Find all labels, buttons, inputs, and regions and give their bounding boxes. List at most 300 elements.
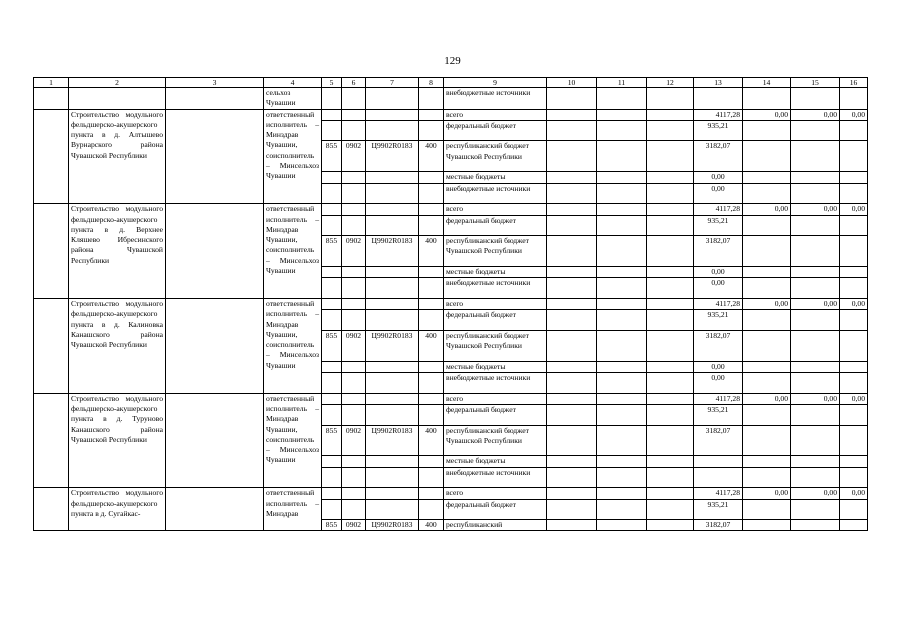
csr-code-cell xyxy=(366,361,419,372)
amount-cell xyxy=(840,330,868,361)
funding-source-cell: местные бюджеты xyxy=(444,456,547,467)
year-cell xyxy=(547,215,597,236)
year-cell xyxy=(547,499,597,520)
grbs-code-cell: 855 xyxy=(322,141,342,172)
year-cell xyxy=(547,298,597,309)
grbs-code-cell xyxy=(322,404,342,425)
amount-cell xyxy=(791,425,840,456)
amount-cell xyxy=(791,467,840,488)
csr-code-cell xyxy=(366,120,419,141)
table-row xyxy=(34,393,868,404)
funding-source-cell: всего xyxy=(444,393,547,404)
year-cell xyxy=(647,141,694,172)
amount-cell xyxy=(840,467,868,488)
vr-code-cell xyxy=(419,310,444,331)
amount-cell: 0,00 xyxy=(791,204,840,215)
amount-cell xyxy=(840,425,868,456)
year-cell xyxy=(547,393,597,404)
grbs-code-cell: 855 xyxy=(322,425,342,456)
year-cell xyxy=(647,330,694,361)
year-cell xyxy=(597,109,647,120)
year-cell xyxy=(647,183,694,204)
csr-code-cell: Ц9902R0183 xyxy=(366,236,419,267)
amount-cell: 0,00 xyxy=(694,278,743,299)
year-cell xyxy=(597,404,647,425)
row-number-cell xyxy=(34,488,69,531)
csr-code-cell xyxy=(366,204,419,215)
funding-source-cell: местные бюджеты xyxy=(444,267,547,278)
funding-source-cell: федеральный бюджет xyxy=(444,310,547,331)
year-cell xyxy=(597,267,647,278)
executor-cell: ответственный исполнитель – Минздрав Чувашии, соисполнитель – Минсельхоз Чувашии xyxy=(264,393,322,488)
grbs-code-cell xyxy=(322,393,342,404)
year-cell xyxy=(597,393,647,404)
year-cell xyxy=(547,520,597,531)
csr-code-cell xyxy=(366,267,419,278)
year-cell xyxy=(547,141,597,172)
amount-cell xyxy=(743,499,791,520)
grbs-code-cell xyxy=(322,499,342,520)
amount-cell: 0,00 xyxy=(840,109,868,120)
amount-cell xyxy=(791,120,840,141)
grbs-code-cell: 855 xyxy=(322,236,342,267)
page-number: 129 xyxy=(444,55,461,67)
amount-cell: 0,00 xyxy=(791,488,840,499)
row-number-cell xyxy=(34,393,69,488)
year-cell xyxy=(647,425,694,456)
result-cell xyxy=(166,204,264,299)
column-header: 5 xyxy=(322,78,342,88)
csr-code-cell xyxy=(366,393,419,404)
rzpr-code-cell xyxy=(342,467,366,488)
amount-cell: 0,00 xyxy=(743,488,791,499)
year-cell xyxy=(597,120,647,141)
year-cell xyxy=(647,120,694,141)
result-cell xyxy=(166,109,264,204)
amount-cell xyxy=(743,267,791,278)
year-cell xyxy=(597,183,647,204)
csr-code-cell xyxy=(366,404,419,425)
csr-code-cell xyxy=(366,298,419,309)
amount-cell: 0,00 xyxy=(791,109,840,120)
amount-cell xyxy=(791,361,840,372)
csr-code-cell xyxy=(366,488,419,499)
table-row xyxy=(34,488,868,499)
funding-source-cell: внебюджетные источники xyxy=(444,373,547,394)
year-cell xyxy=(597,488,647,499)
amount-cell xyxy=(791,172,840,183)
amount-cell: 0,00 xyxy=(743,393,791,404)
result-cell xyxy=(166,488,264,531)
amount-cell: 0,00 xyxy=(743,204,791,215)
budget-table xyxy=(33,77,868,531)
amount-cell xyxy=(791,456,840,467)
year-cell xyxy=(647,278,694,299)
year-cell xyxy=(647,373,694,394)
column-header: 4 xyxy=(264,78,322,88)
rzpr-code-cell xyxy=(342,393,366,404)
year-cell xyxy=(647,467,694,488)
amount-cell xyxy=(840,278,868,299)
year-cell xyxy=(647,456,694,467)
amount-cell xyxy=(694,467,743,488)
amount-cell xyxy=(791,215,840,236)
funding-source-cell: республиканский бюджет Чувашской Республики xyxy=(444,330,547,361)
year-cell xyxy=(547,456,597,467)
amount-cell xyxy=(743,141,791,172)
result-cell xyxy=(166,393,264,488)
grbs-code-cell xyxy=(322,298,342,309)
amount-cell xyxy=(743,373,791,394)
rzpr-code-cell xyxy=(342,120,366,141)
rzpr-code-cell xyxy=(342,310,366,331)
amount-cell xyxy=(743,236,791,267)
vr-code-cell: 400 xyxy=(419,425,444,456)
year-cell xyxy=(547,488,597,499)
year-cell xyxy=(597,310,647,331)
rzpr-code-cell xyxy=(342,488,366,499)
funding-source-cell: федеральный бюджет xyxy=(444,120,547,141)
funding-source-cell: местные бюджеты xyxy=(444,361,547,372)
amount-cell: 935,21 xyxy=(694,120,743,141)
grbs-code-cell: 855 xyxy=(322,520,342,531)
amount-cell: 4117,28 xyxy=(694,204,743,215)
funding-source-cell: республиканский бюджет Чувашской Республики xyxy=(444,425,547,456)
year-cell xyxy=(647,310,694,331)
column-header: 2 xyxy=(69,78,166,88)
amount-cell xyxy=(840,456,868,467)
funding-source-cell: местные бюджеты xyxy=(444,172,547,183)
amount-cell: 4117,28 xyxy=(694,298,743,309)
year-cell xyxy=(597,361,647,372)
amount-cell xyxy=(791,267,840,278)
vr-code-cell xyxy=(419,499,444,520)
amount-cell xyxy=(743,310,791,331)
amount-cell: 4117,28 xyxy=(694,109,743,120)
rzpr-code-cell xyxy=(342,267,366,278)
year-cell xyxy=(597,499,647,520)
grbs-code-cell xyxy=(322,361,342,372)
grbs-code-cell: 855 xyxy=(322,330,342,361)
amount-cell: 3182,07 xyxy=(694,520,743,531)
amount-cell xyxy=(840,236,868,267)
year-cell xyxy=(547,236,597,267)
vr-code-cell xyxy=(419,172,444,183)
year-cell xyxy=(547,361,597,372)
column-header: 15 xyxy=(791,78,840,88)
vr-code-cell xyxy=(419,361,444,372)
year-cell xyxy=(547,425,597,456)
rzpr-code-cell: 0902 xyxy=(342,330,366,361)
amount-cell xyxy=(840,141,868,172)
year-cell xyxy=(547,310,597,331)
grbs-code-cell xyxy=(322,373,342,394)
object-name-cell: Строительство модульного фельдшерско-акушерского пункта в д. Верхнее Кляшево Ибресинского района Чувашской Республики xyxy=(69,204,166,299)
amount-cell: 0,00 xyxy=(840,393,868,404)
rzpr-code-cell: 0902 xyxy=(342,141,366,172)
year-cell xyxy=(547,373,597,394)
amount-cell xyxy=(743,467,791,488)
vr-code-cell xyxy=(419,109,444,120)
grbs-code-cell xyxy=(322,488,342,499)
column-header: 9 xyxy=(444,78,547,88)
funding-source-cell: федеральный бюджет xyxy=(444,404,547,425)
object-name-cell: Строительство модульного фельдшерско-акушерского пункта в д. Туруново Канашского района Чувашской Республики xyxy=(69,393,166,488)
year-cell xyxy=(547,120,597,141)
result-cell xyxy=(166,298,264,393)
year-cell xyxy=(647,499,694,520)
year-cell xyxy=(547,267,597,278)
executor-cell: ответственный исполнитель – Минздрав Чувашии, соисполнитель – Минсельхоз Чувашии xyxy=(264,298,322,393)
vr-code-cell xyxy=(419,298,444,309)
vr-code-cell xyxy=(419,467,444,488)
grbs-code-cell xyxy=(322,120,342,141)
table-row xyxy=(34,109,868,120)
funding-source-cell: республиканский бюджет Чувашской Республики xyxy=(444,141,547,172)
csr-code-cell xyxy=(366,215,419,236)
csr-code-cell: Ц9902R0183 xyxy=(366,141,419,172)
amount-cell xyxy=(840,520,868,531)
grbs-code-cell xyxy=(322,204,342,215)
vr-code-cell xyxy=(419,278,444,299)
year-cell xyxy=(547,330,597,361)
year-cell xyxy=(547,278,597,299)
object-name-cell: Строительство модульного фельдшерско-акушерского пункта в д. Калиновка Канашского района Чувашской Республики xyxy=(69,298,166,393)
year-cell xyxy=(597,172,647,183)
funding-source-cell: всего xyxy=(444,488,547,499)
year-cell xyxy=(647,488,694,499)
rzpr-code-cell xyxy=(342,499,366,520)
rzpr-code-cell xyxy=(342,215,366,236)
year-cell xyxy=(647,215,694,236)
csr-code-cell xyxy=(366,278,419,299)
amount-cell xyxy=(791,141,840,172)
csr-code-cell xyxy=(366,172,419,183)
column-header: 10 xyxy=(547,78,597,88)
grbs-code-cell xyxy=(322,215,342,236)
amount-cell xyxy=(840,120,868,141)
rzpr-code-cell: 0902 xyxy=(342,425,366,456)
vr-code-cell xyxy=(419,404,444,425)
table-row xyxy=(34,298,868,309)
year-cell xyxy=(597,278,647,299)
year-cell xyxy=(547,172,597,183)
column-header: 11 xyxy=(597,78,647,88)
csr-code-cell xyxy=(366,109,419,120)
amount-cell xyxy=(791,183,840,204)
amount-cell xyxy=(743,215,791,236)
vr-code-cell: 400 xyxy=(419,236,444,267)
amount-cell xyxy=(840,215,868,236)
rzpr-code-cell xyxy=(342,404,366,425)
amount-cell xyxy=(694,456,743,467)
csr-code-cell xyxy=(366,467,419,488)
amount-cell: 0,00 xyxy=(840,298,868,309)
funding-source-cell: республиканский бюджет Чувашской Республики xyxy=(444,236,547,267)
amount-cell: 935,21 xyxy=(694,499,743,520)
amount-cell xyxy=(840,310,868,331)
rzpr-code-cell xyxy=(342,456,366,467)
amount-cell xyxy=(791,330,840,361)
grbs-code-cell xyxy=(322,267,342,278)
executor-cell: ответственный исполнитель – Минздрав Чувашии, соисполнитель – Минсельхоз Чувашии xyxy=(264,109,322,204)
amount-cell: 935,21 xyxy=(694,215,743,236)
vr-code-cell xyxy=(419,267,444,278)
year-cell xyxy=(647,393,694,404)
csr-code-cell: Ц9902R0183 xyxy=(366,425,419,456)
year-cell xyxy=(647,520,694,531)
rzpr-code-cell xyxy=(342,298,366,309)
amount-cell: 3182,07 xyxy=(694,141,743,172)
amount-cell: 3182,07 xyxy=(694,236,743,267)
amount-cell xyxy=(791,310,840,331)
amount-cell: 0,00 xyxy=(694,172,743,183)
year-cell xyxy=(597,425,647,456)
year-cell xyxy=(597,467,647,488)
funding-source-cell: республиканский xyxy=(444,520,547,531)
year-cell xyxy=(647,236,694,267)
amount-cell: 0,00 xyxy=(694,267,743,278)
amount-cell: 0,00 xyxy=(743,298,791,309)
amount-cell xyxy=(743,330,791,361)
amount-cell xyxy=(840,499,868,520)
funding-source-cell: внебюджетные источники xyxy=(444,278,547,299)
csr-code-cell xyxy=(366,183,419,204)
vr-code-cell xyxy=(419,120,444,141)
carry-over-row xyxy=(34,88,868,110)
funding-source-cell: федеральный бюджет xyxy=(444,499,547,520)
year-cell xyxy=(597,520,647,531)
amount-cell: 0,00 xyxy=(840,204,868,215)
amount-cell xyxy=(840,172,868,183)
amount-cell: 0,00 xyxy=(694,361,743,372)
year-cell xyxy=(547,204,597,215)
column-header: 7 xyxy=(366,78,419,88)
year-cell xyxy=(597,215,647,236)
csr-code-cell xyxy=(366,310,419,331)
amount-cell: 3182,07 xyxy=(694,330,743,361)
amount-cell xyxy=(743,120,791,141)
column-header: 12 xyxy=(647,78,694,88)
column-header: 16 xyxy=(840,78,868,88)
year-cell xyxy=(647,298,694,309)
year-cell xyxy=(647,404,694,425)
amount-cell xyxy=(840,183,868,204)
amount-cell xyxy=(743,456,791,467)
funding-source-cell: федеральный бюджет xyxy=(444,215,547,236)
amount-cell xyxy=(840,361,868,372)
column-header-row xyxy=(34,78,868,88)
amount-cell: 0,00 xyxy=(694,373,743,394)
grbs-code-cell xyxy=(322,456,342,467)
object-name-cell: Строительство модульного фельдшерско-акушерского пункта в д. Сугайкас- xyxy=(69,488,166,531)
csr-code-cell xyxy=(366,373,419,394)
csr-code-cell: Ц9902R0183 xyxy=(366,330,419,361)
year-cell xyxy=(647,204,694,215)
vr-code-cell xyxy=(419,215,444,236)
vr-code-cell xyxy=(419,183,444,204)
column-header: 8 xyxy=(419,78,444,88)
vr-code-cell xyxy=(419,204,444,215)
grbs-code-cell xyxy=(322,183,342,204)
column-header: 14 xyxy=(743,78,791,88)
grbs-code-cell xyxy=(322,467,342,488)
funding-source-cell: всего xyxy=(444,109,547,120)
year-cell xyxy=(597,236,647,267)
year-cell xyxy=(597,298,647,309)
amount-cell: 0,00 xyxy=(743,109,791,120)
funding-source-cell: внебюджетные источники xyxy=(444,183,547,204)
grbs-code-cell xyxy=(322,172,342,183)
rzpr-code-cell: 0902 xyxy=(342,236,366,267)
amount-cell: 0,00 xyxy=(791,298,840,309)
amount-cell xyxy=(791,278,840,299)
year-cell xyxy=(547,183,597,204)
vr-code-cell xyxy=(419,393,444,404)
year-cell xyxy=(547,109,597,120)
executor-cell: сельхоз Чувашии xyxy=(264,88,322,110)
table-row xyxy=(34,204,868,215)
row-number-cell xyxy=(34,298,69,393)
amount-cell xyxy=(743,183,791,204)
csr-code-cell xyxy=(366,499,419,520)
amount-cell xyxy=(743,361,791,372)
year-cell xyxy=(547,404,597,425)
executor-cell: ответственный исполнитель – Минздрав Чувашии, соисполнитель – Минсельхоз Чувашии xyxy=(264,204,322,299)
column-header: 3 xyxy=(166,78,264,88)
vr-code-cell: 400 xyxy=(419,330,444,361)
executor-cell: ответственный исполнитель – Минздрав xyxy=(264,488,322,531)
csr-code-cell: Ц9902R0183 xyxy=(366,520,419,531)
amount-cell xyxy=(791,499,840,520)
year-cell xyxy=(597,204,647,215)
amount-cell xyxy=(743,278,791,299)
amount-cell xyxy=(743,172,791,183)
amount-cell: 3182,07 xyxy=(694,425,743,456)
rzpr-code-cell xyxy=(342,373,366,394)
amount-cell: 935,21 xyxy=(694,310,743,331)
amount-cell xyxy=(840,404,868,425)
year-cell xyxy=(647,109,694,120)
funding-source-cell: всего xyxy=(444,204,547,215)
amount-cell: 0,00 xyxy=(840,488,868,499)
rzpr-code-cell xyxy=(342,109,366,120)
grbs-code-cell xyxy=(322,310,342,331)
amount-cell xyxy=(743,425,791,456)
rzpr-code-cell xyxy=(342,172,366,183)
rzpr-code-cell xyxy=(342,278,366,299)
amount-cell: 4117,28 xyxy=(694,393,743,404)
vr-code-cell xyxy=(419,456,444,467)
amount-cell xyxy=(840,373,868,394)
row-number-cell xyxy=(34,204,69,299)
year-cell xyxy=(597,373,647,394)
year-cell xyxy=(597,330,647,361)
amount-cell xyxy=(791,520,840,531)
column-header: 13 xyxy=(694,78,743,88)
amount-cell: 0,00 xyxy=(694,183,743,204)
amount-cell xyxy=(840,267,868,278)
amount-cell xyxy=(791,373,840,394)
grbs-code-cell xyxy=(322,278,342,299)
object-name-cell: Строительство модульного фельдшерско-акушерского пункта в д. Алтышево Вурнарского района Чувашской Республики xyxy=(69,109,166,204)
vr-code-cell xyxy=(419,488,444,499)
grbs-code-cell xyxy=(322,109,342,120)
csr-code-cell xyxy=(366,456,419,467)
amount-cell: 0,00 xyxy=(791,393,840,404)
amount-cell xyxy=(743,520,791,531)
amount-cell xyxy=(743,404,791,425)
